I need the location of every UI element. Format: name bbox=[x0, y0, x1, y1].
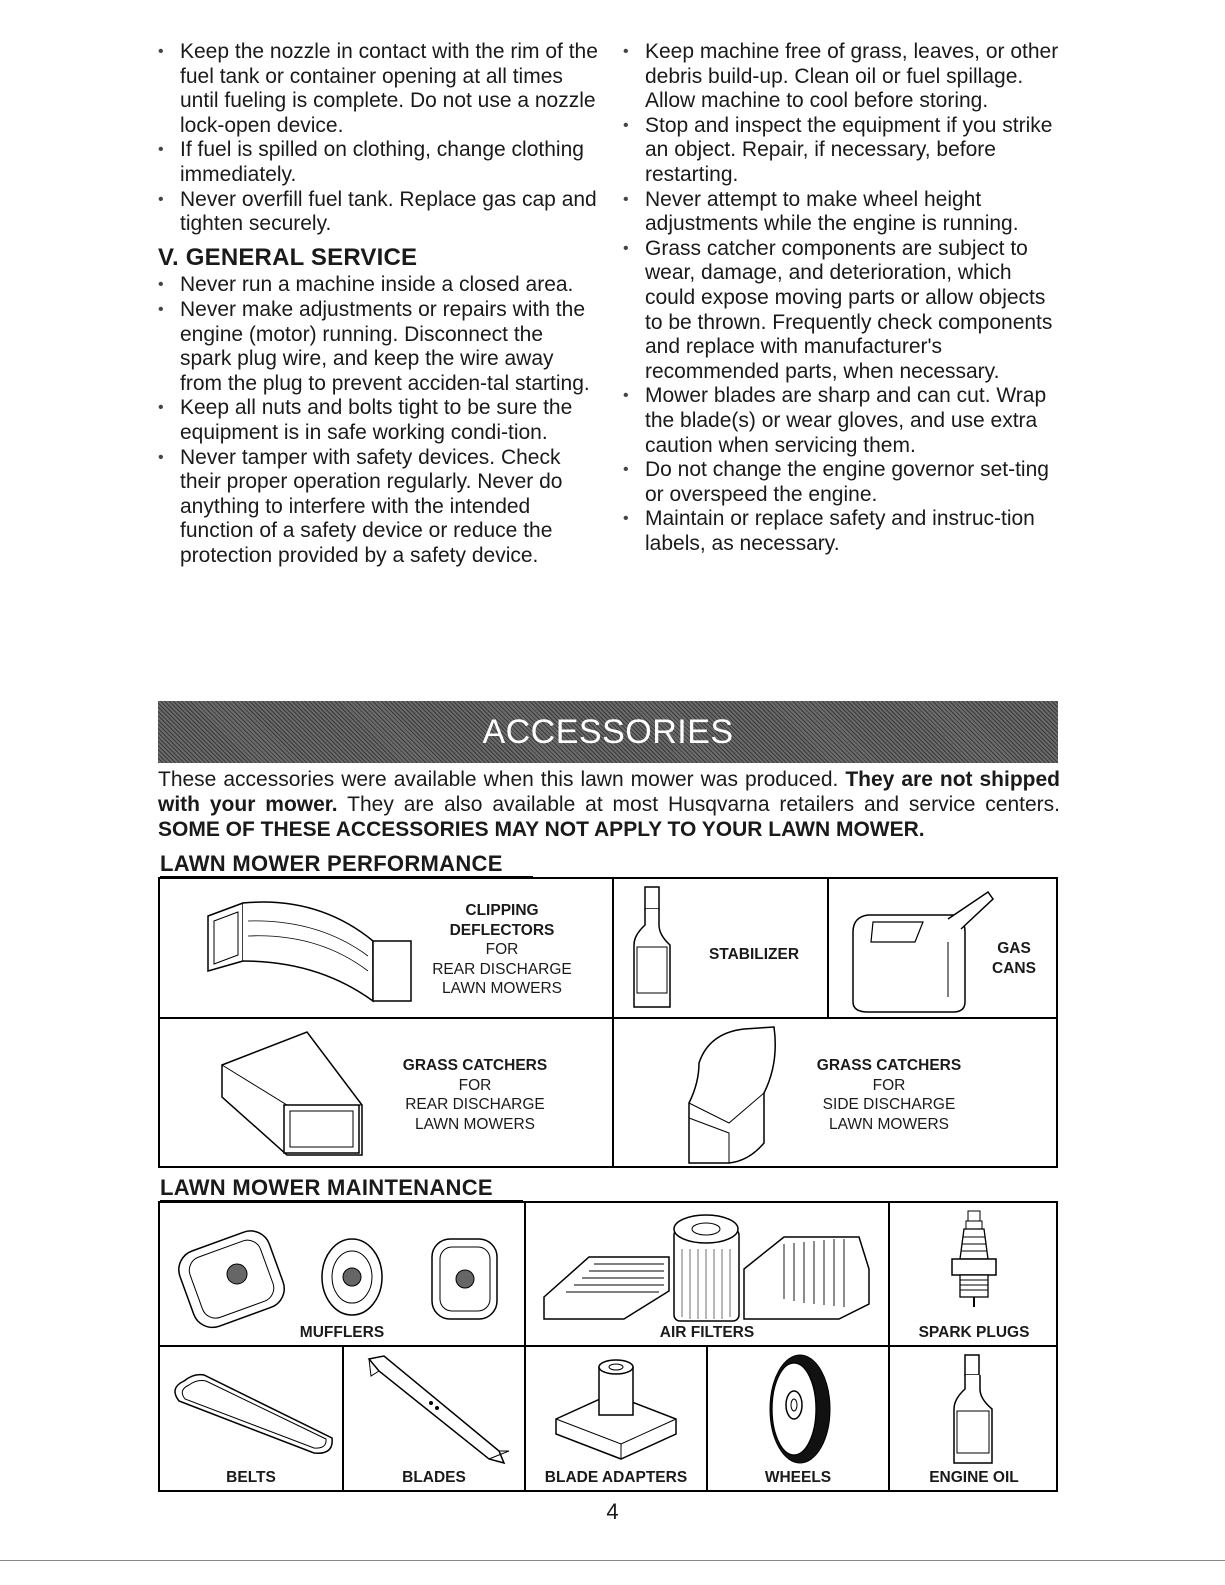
blade-adapter-icon bbox=[551, 1359, 681, 1469]
belts-cell bbox=[160, 1347, 342, 1492]
side-catchers-line-2: SIDE DISCHARGE bbox=[822, 1096, 956, 1113]
rear-catchers-line-1: FOR bbox=[458, 1076, 492, 1094]
mufflers-label: MUFFLERS bbox=[299, 1324, 385, 1341]
side-grass-catcher-icon bbox=[669, 1023, 789, 1163]
list-item: • Maintain or replace safety and instruc-tion labels, as necessary. bbox=[623, 507, 1063, 556]
side-catchers-line-3: LAWN MOWERS bbox=[829, 1115, 949, 1133]
clipping-line-2: REAR DISCHARGE bbox=[432, 960, 572, 978]
list-item: • Never run a machine inside a closed area. bbox=[158, 273, 598, 298]
list-item: • Keep machine free of grass, leaves, or other debris build-up. Clean oil or fuel spillage. Allow machine to cool before storing. bbox=[623, 40, 1063, 114]
blades-label: BLADES bbox=[402, 1469, 466, 1486]
gas-line-1: GAS bbox=[997, 940, 1031, 957]
rear-catchers-line-3: LAWN MOWERS bbox=[415, 1115, 535, 1133]
spark-plugs-cell bbox=[890, 1203, 1058, 1345]
engine-oil-label: ENGINE OIL bbox=[929, 1469, 1019, 1486]
spark-plugs-label: SPARK PLUGS bbox=[918, 1324, 1030, 1341]
blades-cell bbox=[344, 1347, 524, 1492]
maintenance-table bbox=[158, 1201, 1058, 1492]
list-item: • Mower blades are sharp and can cut. Wrap the blade(s) or wear gloves, and use extra caution when servicing them. bbox=[623, 384, 1063, 458]
section-heading: V. GENERAL SERVICE bbox=[158, 243, 418, 271]
spark-plug-icon bbox=[944, 1209, 1004, 1324]
clipping-title-2: DEFLECTORS bbox=[449, 921, 555, 939]
intro-text-2: They are also available at most Husqvarna retailers and service centers. bbox=[337, 793, 1060, 816]
blade-icon bbox=[349, 1351, 519, 1469]
accessories-banner bbox=[158, 701, 1058, 763]
wheel-icon bbox=[760, 1351, 840, 1469]
stabilizer-label: STABILIZER bbox=[708, 946, 800, 963]
intro-text: These accessories were available when this lawn mower was produced. bbox=[158, 768, 846, 791]
list-item: • Stop and inspect the equipment if you strike an object. Repair, if necessary, before restarting. bbox=[623, 114, 1063, 188]
blade-adapters-cell bbox=[526, 1347, 706, 1492]
list-item: • Never attempt to make wheel height adjustments while the engine is running. bbox=[623, 188, 1063, 237]
rear-grass-catcher-icon bbox=[212, 1027, 372, 1162]
bottom-rule bbox=[0, 1560, 1225, 1561]
intro-bold-warning: SOME OF THESE ACCESSORIES MAY NOT APPLY TO YOUR LAWN MOWER. bbox=[158, 818, 925, 841]
list-item: • Never make adjustments or repairs with the engine (motor) running. Disconnect the spark plug wire, and keep the wire away from the plug to prevent acciden-tal starting. bbox=[158, 298, 598, 396]
maintenance-heading: LAWN MOWER MAINTENANCE bbox=[160, 1175, 493, 1200]
air-filters-cell bbox=[526, 1203, 888, 1345]
air-filters-icon bbox=[534, 1209, 879, 1324]
side-grass-catchers-cell bbox=[614, 1019, 1060, 1168]
gas-line-2: CANS bbox=[992, 959, 1036, 977]
performance-heading: LAWN MOWER PERFORMANCE bbox=[160, 851, 503, 876]
list-item: • Keep the nozzle in contact with the rim of the fuel tank or container opening at all times until fueling is complete. Do not use a nozzle lock-open device. bbox=[158, 40, 598, 138]
service-list-continued bbox=[623, 40, 1063, 556]
banner-title: ACCESSORIES bbox=[482, 712, 734, 751]
clipping-line-1: FOR bbox=[485, 941, 519, 958]
clipping-deflectors-cell bbox=[160, 879, 612, 1017]
side-catchers-title: GRASS CATCHERS bbox=[816, 1057, 962, 1074]
clipping-line-3: LAWN MOWERS bbox=[442, 980, 562, 997]
air-filters-label: AIR FILTERS bbox=[659, 1324, 755, 1341]
mufflers-cell bbox=[160, 1203, 524, 1345]
rear-catchers-line-2: REAR DISCHARGE bbox=[405, 1096, 545, 1113]
blade-adapters-label: BLADE ADAPTERS bbox=[544, 1469, 688, 1486]
list-item: • Never tamper with safety devices. Check their proper operation regularly. Never do anything to interfere with the intended function of a safety device or reduce the protection provided by a safety device. bbox=[158, 446, 598, 569]
rear-catchers-title: GRASS CATCHERS bbox=[402, 1057, 548, 1074]
belt-icon bbox=[164, 1353, 339, 1463]
performance-table bbox=[158, 877, 1058, 1168]
rear-grass-catchers-cell bbox=[160, 1019, 612, 1168]
gas-cans-cell bbox=[829, 879, 1060, 1017]
accessories-intro bbox=[158, 767, 1060, 842]
right-column bbox=[623, 40, 1063, 556]
fuel-safety-list bbox=[158, 40, 598, 237]
stabilizer-bottle-icon bbox=[624, 885, 684, 1015]
stabilizer-cell bbox=[614, 879, 827, 1017]
list-item: • If fuel is spilled on clothing, change clothing immediately. bbox=[158, 138, 598, 187]
intro-bold-notice: They are not shipped with your mower. bbox=[158, 768, 1060, 816]
list-item: • Keep all nuts and bolts tight to be sure the equipment is in safe working condi-tion. bbox=[158, 396, 598, 445]
side-catchers-line-1: FOR bbox=[872, 1076, 906, 1094]
clipping-deflector-icon bbox=[198, 891, 398, 1001]
clipping-title-1: CLIPPING bbox=[465, 902, 539, 919]
left-column bbox=[158, 40, 598, 568]
list-item: • Never overfill fuel tank. Replace gas cap and tighten securely. bbox=[158, 188, 598, 237]
mufflers-icon bbox=[172, 1209, 512, 1324]
general-service-list bbox=[158, 273, 598, 568]
wheels-label: WHEELS bbox=[764, 1469, 832, 1486]
belts-label: BELTS bbox=[226, 1469, 276, 1486]
list-item: • Do not change the engine governor set-ting or overspeed the engine. bbox=[623, 458, 1063, 507]
wheels-cell bbox=[708, 1347, 888, 1492]
engine-oil-cell bbox=[890, 1347, 1058, 1492]
page-number: 4 bbox=[606, 1499, 619, 1524]
list-item: • Grass catcher components are subject to wear, damage, and deterioration, which could expose moving parts or allow objects to be thrown. Frequently check components and replace with manufacturer's recommended parts, when necessary. bbox=[623, 237, 1063, 385]
engine-oil-bottle-icon bbox=[944, 1351, 1004, 1469]
